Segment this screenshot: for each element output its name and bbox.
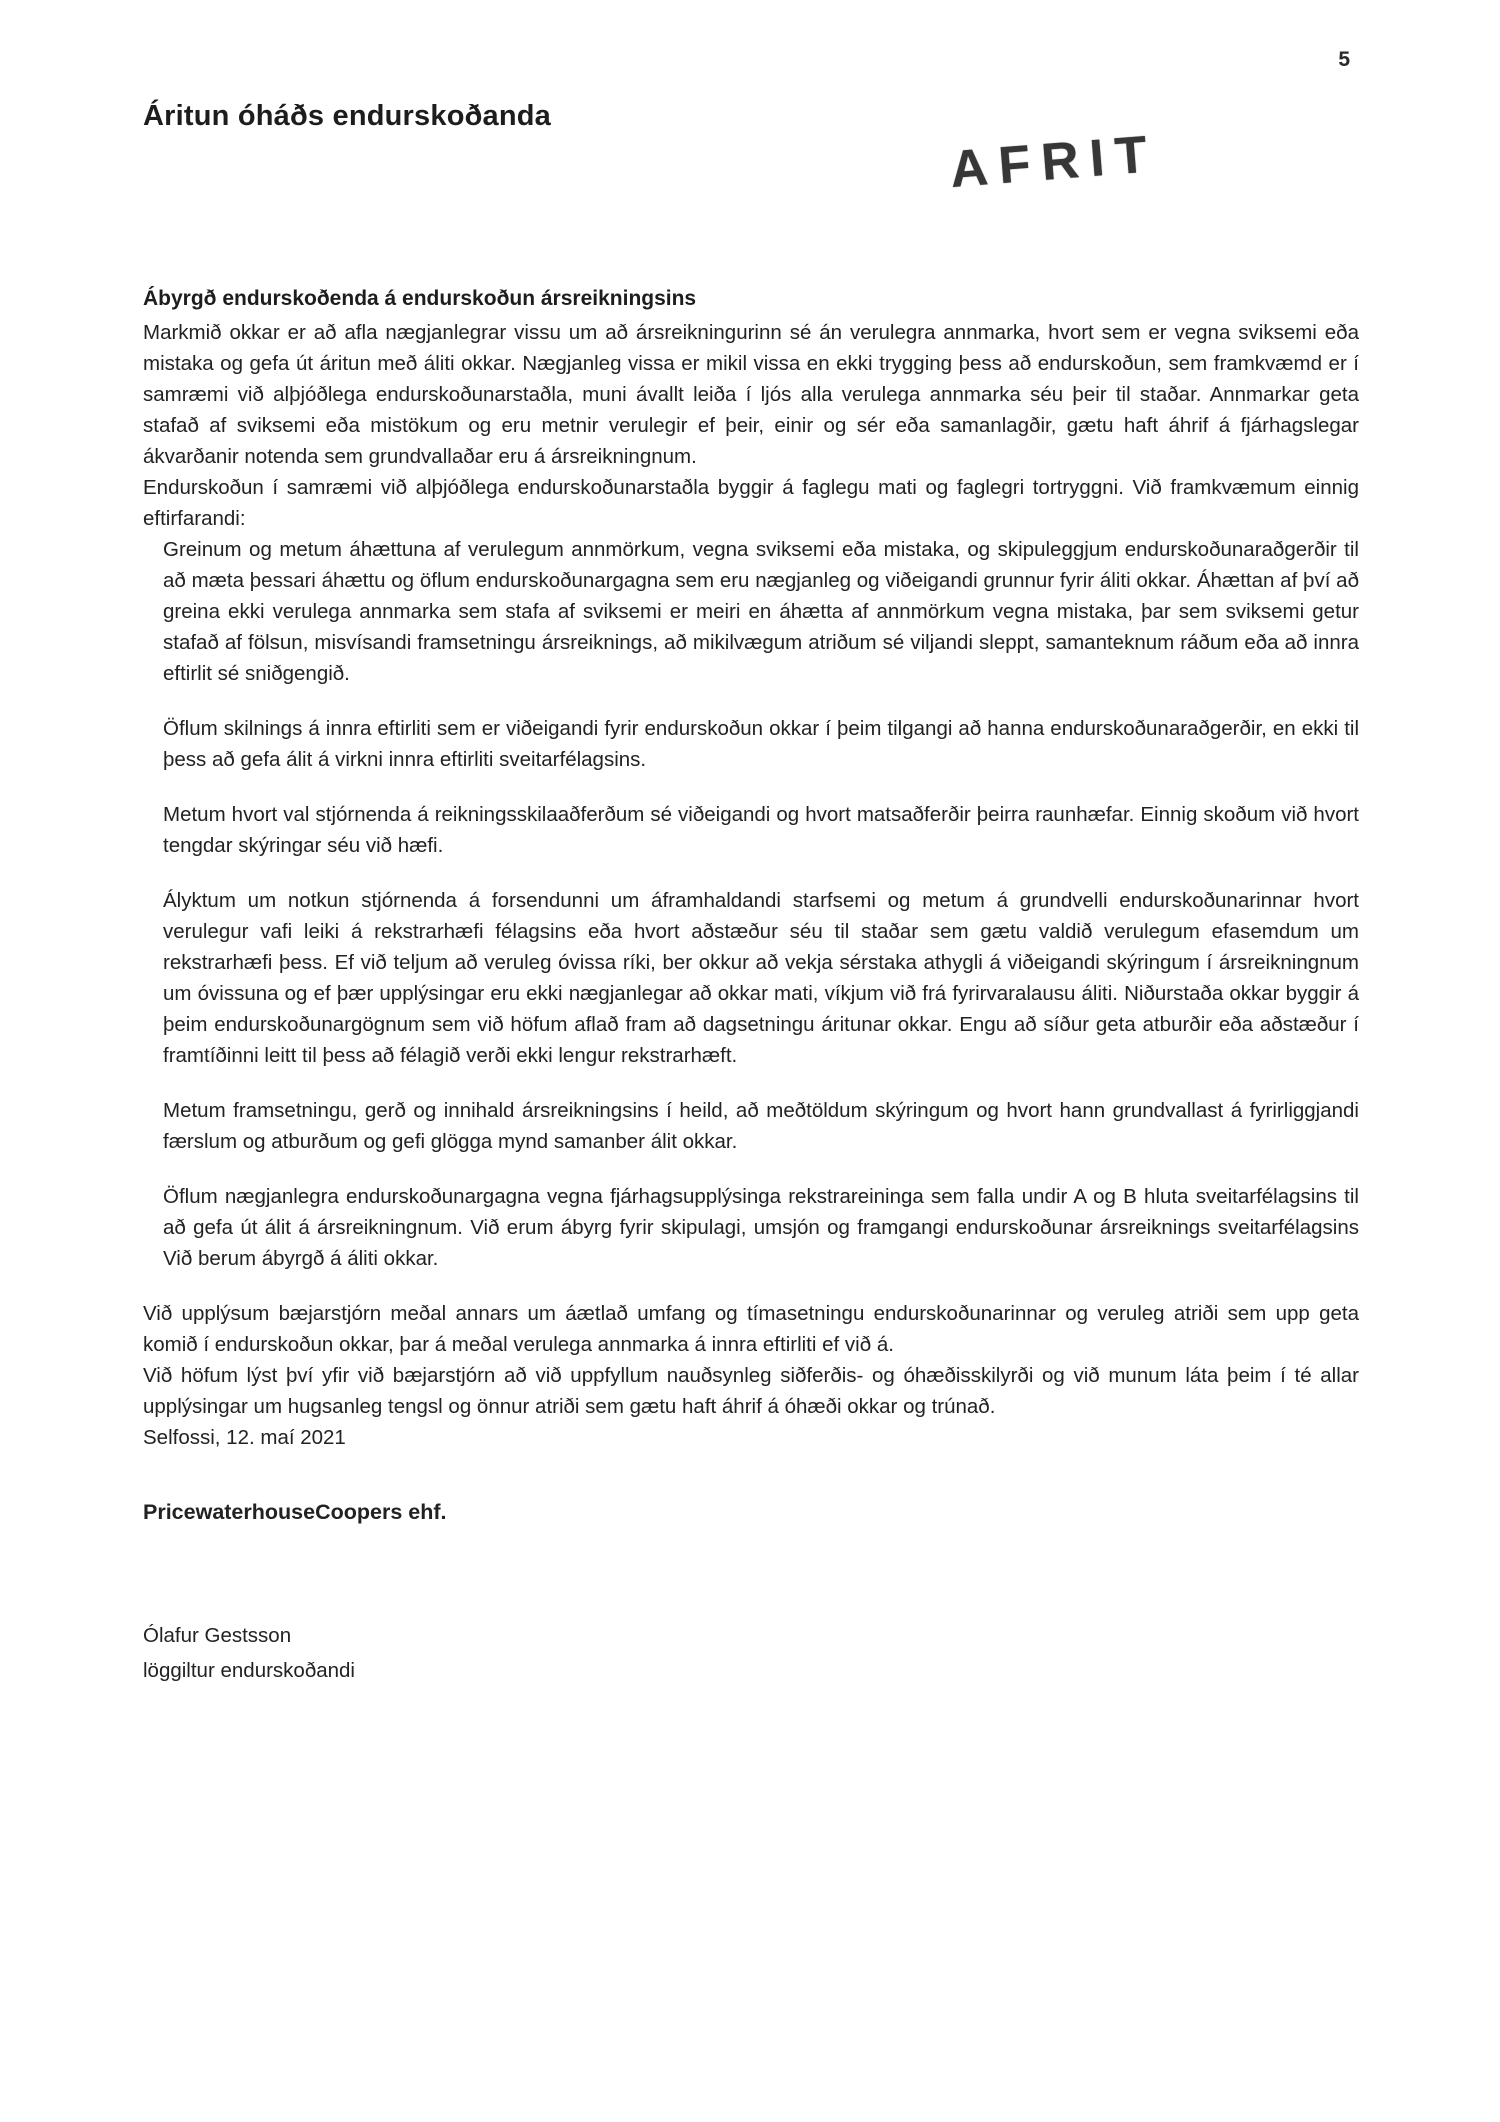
signature-firm: PricewaterhouseCoopers ehf. xyxy=(143,1500,447,1524)
signature-role: löggiltur endurskoðandi xyxy=(143,1659,355,1682)
paragraph-procedures-intro: Endurskoðun í samræmi við alþjóðlega endurskoðunarstaðla byggir á faglegu mati og faglegri tortryggni. Við framkvæmum einnig eftirfarandi: xyxy=(143,476,1359,530)
paragraph-communication: Við upplýsum bæjarstjórn meðal annars um áætlað umfang og tímasetningu endurskoðunarinnar og veruleg atriði sem upp geta komið í endurskoðun okkar, þar á meðal verulega annmarka á innra eftirliti ef við á. xyxy=(143,1302,1359,1356)
procedures-list xyxy=(143,534,1359,1274)
signature-name: Ólafur Gestsson xyxy=(143,1624,292,1647)
list-item-going-concern: Ályktum um notkun stjórnenda á forsendunni um áframhaldandi starfsemi og metum á grundvelli endurskoðunarinnar hvort verulegur vafi leiki á rekstrarhæfi félagsins eða hvort aðstæður séu til staðar sem gætu valdið verulegum efasemdum um rekstrarhæfi þess. Ef við teljum að veruleg óvissa ríki, ber okkur að vekja sérstaka athygli á viðeigandi skýringum í ársreikningnum um óvissuna og ef þær upplýsingar eru ekki nægjanlegar að okkar mati, víkjum við frá fyrirvaralausu áliti. Niðurstaða okkar byggir á þeim endurskoðunargögnum sem við höfum aflað fram að dagsetningu áritunar okkar. Engu að síður geta atburðir eða aðstæður í framtíðinni leitt til þess að félagið verði ekki lengur rekstrarhæft. xyxy=(163,889,1359,1067)
document-body xyxy=(143,285,1359,1686)
signature-place-date: Selfossi, 12. maí 2021 xyxy=(143,1426,346,1449)
paragraph-independence: Við höfum lýst því yfir við bæjarstjórn að við uppfyllum nauðsynleg siðferðis- og óhæðisskilyrði og við munum láta þeim í té allar upplýsingar um hugsanleg tengsl og önnur atriði sem gætu haft áhrif á óhæði okkar og trúnað. xyxy=(143,1364,1359,1418)
section-heading: Ábyrgð endurskoðenda á endurskoðun ársreikningsins xyxy=(143,287,697,310)
list-item-internal-control: Öflum skilnings á innra eftirliti sem er viðeigandi fyrir endurskoðun okkar í þeim tilgangi að hanna endurskoðunaraðgerðir, en ekki til þess að gefa álit á virkni innra eftirliti sveitarfélagsins. xyxy=(163,717,1359,771)
list-item-accounting-policies: Metum hvort val stjórnenda á reikningsskilaaðferðum sé viðeigandi og hvort matsaðferðir þeirra raunhæfar. Einnig skoðum við hvort tengdar skýringar séu við hæfi. xyxy=(163,803,1359,857)
paragraph-audit-objective: Markmið okkar er að afla nægjanlegrar vissu um að ársreikningurinn sé án verulegra annmarka, hvort sem er vegna sviksemi eða mistaka og gefa út áritun með áliti okkar. Nægjanleg vissa er mikil vissa en ekki trygging þess að endurskoðun, sem framkvæmd er í samræmi við alþjóðlega endurskoðunarstaðla, muni ávallt leiða í ljós alla verulega annmarka séu þeir til staðar. Annmarkar geta stafað af sviksemi eða mistökum og eru metnir verulegir ef þeir, einir og sér eða samanlagðir, gætu haft áhrif á fjárhagslegar ákvarðanir notenda sem grundvallaðar eru á ársreikningnum. xyxy=(143,321,1359,468)
afrit-copy-stamp: AFRIT xyxy=(948,124,1161,200)
list-item-group-evidence: Öflum nægjanlegra endurskoðunargagna vegna fjárhagsupplýsinga rekstrareininga sem falla undir A og B hluta sveitarfélagsins til að gefa út álit á ársreikningnum. Við erum ábyrg fyrir skipulagi, umsjón og framgangi endurskoðunar ársreiknings sveitarfélagsins Við berum ábyrgð á áliti okkar. xyxy=(163,1185,1359,1270)
list-item-presentation: Metum framsetningu, gerð og innihald ársreikningsins í heild, að meðtöldum skýringum og hvort hann grundvallast á fyrirliggjandi færslum og atburðum og gefi glögga mynd samanber álit okkar. xyxy=(163,1099,1359,1153)
page-title: Áritun óháðs endurskoðanda xyxy=(143,100,552,132)
list-item-risk-assessment: Greinum og metum áhættuna af verulegum annmörkum, vegna sviksemi eða mistaka, og skipuleggjum endurskoðunaraðgerðir til að mæta þessari áhættu og öflum endurskoðunargagna sem eru nægjanleg og viðeigandi grunnur fyrir áliti okkar. Áhættan af því að greina ekki verulega annmarka sem stafa af sviksemi er meiri en áhætta af annmörkum vegna mistaka, þar sem sviksemi getur stafað af fölsun, misvísandi framsetningu ársreiknings, að mikilvægum atriðum sé viljandi sleppt, samanteknum ráðum eða að innra eftirlit sé sniðgengið. xyxy=(163,538,1359,685)
page-number: 5 xyxy=(1338,48,1350,71)
